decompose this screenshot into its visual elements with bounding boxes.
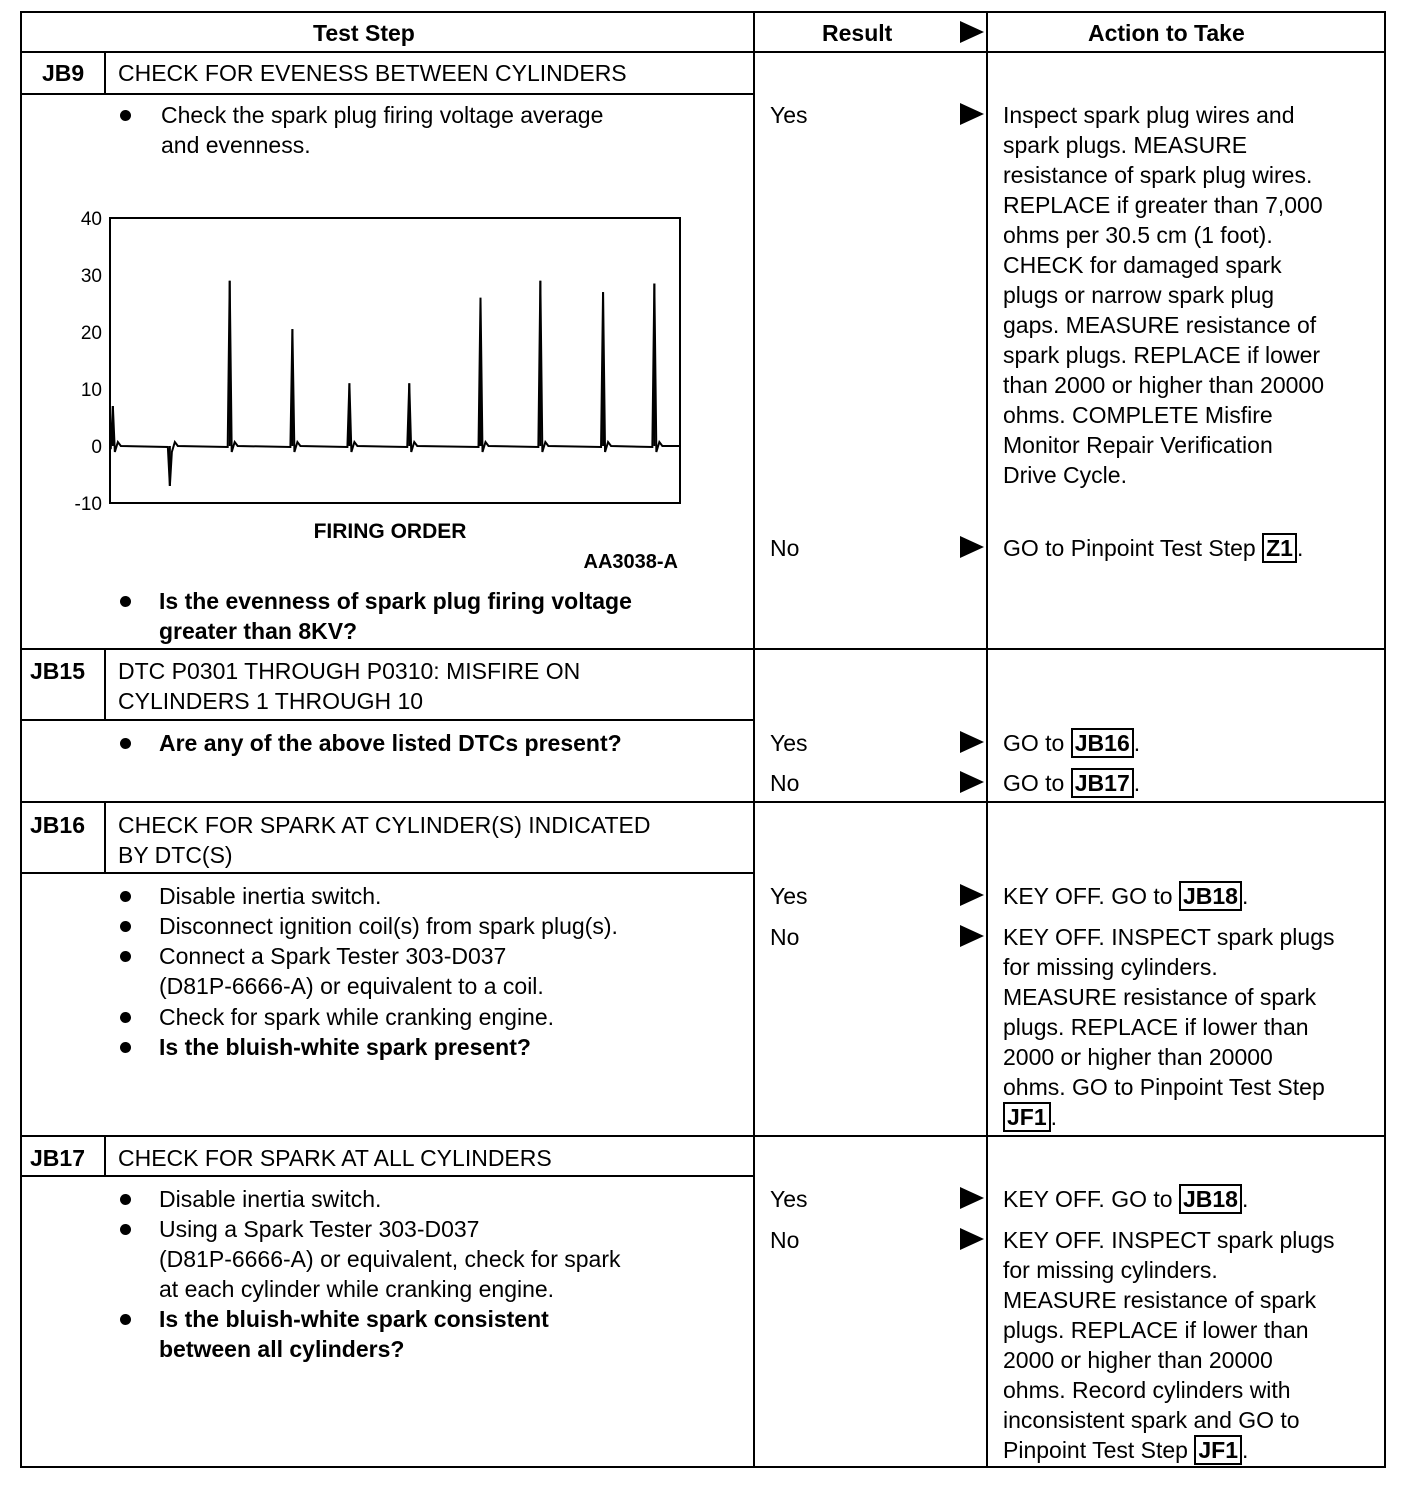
ref-jb16-link[interactable]: JB16 [1071, 728, 1134, 758]
jb17-result-no: No [770, 1227, 800, 1253]
row-divider-jb16 [20, 801, 1386, 803]
column-divider-result [753, 11, 755, 1468]
bullet-icon [120, 1042, 131, 1053]
jb15-title-line1: DTC P0301 THROUGH P0310: MISFIRE ON [118, 658, 581, 684]
jb17-question-line1: Is the bluish-white spark consistent [159, 1306, 549, 1332]
jb16-bullet2: Disconnect ignition coil(s) from spark plug(s). [159, 913, 618, 939]
header-result: Result [822, 20, 893, 46]
bullet-icon [120, 596, 131, 607]
jb16-question: Is the bluish-white spark present? [159, 1034, 531, 1060]
arrow-icon [960, 771, 984, 793]
jb9-question-line2: greater than 8KV? [159, 618, 358, 644]
jb9-no-action-text: GO to Pinpoint Test Step [1003, 535, 1256, 561]
arrow-icon [960, 103, 984, 125]
jb17-bullet2-line2: (D81P-6666-A) or equivalent, check for spark [159, 1246, 621, 1272]
bullet-icon [120, 1224, 131, 1235]
jb16-bullet3-line1: Connect a Spark Tester 303-D037 [159, 943, 507, 969]
jb9-bullet1-line1: Check the spark plug firing voltage average [161, 102, 604, 128]
jb16-bullet3-line2: (D81P-6666-A) or equivalent to a coil. [159, 973, 544, 999]
jb9-yes-action-line: resistance of spark plug wires. [1003, 162, 1313, 188]
ref-jf1-link[interactable]: JF1 [1194, 1435, 1242, 1465]
jb16-yes-text: KEY OFF. GO to [1003, 883, 1173, 909]
jb17-no-action-line: for missing cylinders. [1003, 1257, 1218, 1283]
jb9-yes-action-line: spark plugs. REPLACE if lower [1003, 342, 1321, 368]
firing-voltage-chart [60, 200, 700, 580]
ref-z1-link[interactable]: Z1 [1262, 533, 1297, 563]
jb17-no-action-line: inconsistent spark and GO to [1003, 1407, 1300, 1433]
jb17-no-action-line: ohms. Record cylinders with [1003, 1377, 1291, 1403]
arrow-icon [960, 1228, 984, 1250]
period: . [1241, 1186, 1249, 1212]
jb16-title-line2: BY DTC(S) [118, 842, 233, 868]
jb16-no-action-line: for missing cylinders. [1003, 954, 1218, 980]
row-divider-jb15 [20, 648, 1386, 650]
jb16-bullet1: Disable inertia switch. [159, 883, 382, 909]
period: . [1133, 730, 1141, 756]
jb9-yes-action-line: REPLACE if greater than 7,000 [1003, 192, 1323, 218]
header-arrow-icon [960, 21, 984, 43]
jb16-step-id: JB16 [30, 812, 85, 838]
jb9-yes-action-line: gaps. MEASURE resistance of [1003, 312, 1317, 338]
period: . [1242, 1437, 1249, 1463]
jb9-yes-action-line: Inspect spark plug wires and [1003, 102, 1295, 128]
jb9-step-id: JB9 [42, 60, 85, 86]
jb16-no-action-line: KEY OFF. INSPECT spark plugs [1003, 924, 1335, 950]
jb15-yes-text: GO to [1003, 730, 1065, 756]
jb16-title-line1: CHECK FOR SPARK AT CYLINDER(S) INDICATED [118, 812, 651, 838]
jb16-id-divider [104, 801, 106, 873]
jb9-yes-action-line: spark plugs. MEASURE [1003, 132, 1248, 158]
y-tick-label: 40 [80, 209, 102, 230]
jb17-yes-action [1003, 1184, 1248, 1214]
ref-jf1-link[interactable]: JF1 [1003, 1102, 1051, 1132]
jb9-yes-action-line: CHECK for damaged spark [1003, 252, 1282, 278]
arrow-icon [960, 884, 984, 906]
jb15-title-divider [20, 719, 755, 721]
bullet-icon [120, 951, 131, 962]
jb16-no-action-line: ohms. GO to Pinpoint Test Step [1003, 1074, 1325, 1100]
table-border-top [20, 11, 1386, 13]
header-divider [20, 51, 1386, 53]
jb17-title-divider [20, 1175, 755, 1177]
jb17-question-line2: between all cylinders? [159, 1336, 405, 1362]
jb17-step-id: JB17 [30, 1145, 85, 1171]
jb9-yes-action-line: Drive Cycle. [1003, 462, 1127, 488]
jb17-no-action-last [1003, 1435, 1248, 1465]
y-tick-label: 10 [80, 380, 102, 401]
jb17-no-action-line: MEASURE resistance of spark [1003, 1287, 1317, 1313]
ref-jb18-link[interactable]: JB18 [1179, 881, 1242, 911]
jb17-no-action-line: KEY OFF. INSPECT spark plugs [1003, 1227, 1335, 1253]
bullet-icon [120, 891, 131, 902]
period: . [1050, 1104, 1058, 1130]
arrow-icon [960, 536, 984, 558]
jb16-no-action-line: MEASURE resistance of spark [1003, 984, 1317, 1010]
jb9-yes-action-line: Monitor Repair Verification [1003, 432, 1273, 458]
jb15-result-no: No [770, 770, 800, 796]
arrow-icon [960, 731, 984, 753]
bullet-icon [120, 1012, 131, 1023]
header-test-step: Test Step [313, 20, 415, 46]
row-divider-jb17 [20, 1135, 1386, 1137]
jb15-id-divider [104, 648, 106, 720]
jb9-bullet1-line2: and evenness. [161, 132, 311, 158]
jb17-id-divider [104, 1135, 106, 1176]
firing-voltage-trace [110, 281, 680, 486]
bullet-icon [120, 738, 131, 749]
table-border-left [20, 11, 22, 1468]
jb15-question: Are any of the above listed DTCs present? [159, 730, 622, 756]
jb16-no-action-line: plugs. REPLACE if lower than [1003, 1014, 1309, 1040]
jb17-yes-text: KEY OFF. GO to [1003, 1186, 1173, 1212]
period: . [1133, 770, 1141, 796]
jb15-yes-action [1003, 728, 1140, 758]
jb16-result-no: No [770, 924, 800, 950]
jb16-bullet4: Check for spark while cranking engine. [159, 1004, 555, 1030]
jb9-no-action [1003, 533, 1303, 563]
jb16-yes-action [1003, 881, 1248, 911]
jb9-yes-action-line: plugs or narrow spark plug [1003, 282, 1275, 308]
jb16-no-action-ref [1003, 1102, 1057, 1132]
bullet-icon [120, 1194, 131, 1205]
jb16-result-yes: Yes [770, 883, 808, 909]
bullet-icon [120, 921, 131, 932]
chart-figure-id: AA3038-A [583, 551, 678, 573]
jb17-bullet2-line1: Using a Spark Tester 303-D037 [159, 1216, 480, 1242]
jb17-no-action-line: 2000 or higher than 20000 [1003, 1347, 1273, 1373]
header-action: Action to Take [1088, 20, 1245, 46]
jb15-no-text: GO to [1003, 770, 1065, 796]
jb17-bullet2-line3: at each cylinder while cranking engine. [159, 1276, 555, 1302]
bullet-icon [120, 1314, 131, 1325]
period: . [1241, 883, 1249, 909]
jb17-result-yes: Yes [770, 1186, 808, 1212]
jb15-title-line2: CYLINDERS 1 THROUGH 10 [118, 688, 424, 714]
chart-plot-frame [110, 218, 680, 503]
ref-jb17-link[interactable]: JB17 [1071, 768, 1134, 798]
table-border-right [1384, 11, 1386, 1468]
jb9-id-divider [104, 51, 106, 94]
jb9-question-line1: Is the evenness of spark plug firing voltage [159, 588, 632, 614]
jb17-step-title: CHECK FOR SPARK AT ALL CYLINDERS [118, 1145, 552, 1171]
jb16-title-divider [20, 872, 755, 874]
jb16-no-action-line: 2000 or higher than 20000 [1003, 1044, 1273, 1070]
jb17-no-action-line: plugs. REPLACE if lower than [1003, 1317, 1309, 1343]
jb9-yes-action-line: ohms per 30.5 cm (1 foot). [1003, 222, 1273, 248]
ref-jb18-link[interactable]: JB18 [1179, 1184, 1242, 1214]
y-tick-label: 20 [80, 323, 102, 344]
arrow-icon [960, 1187, 984, 1209]
y-tick-label: -10 [74, 494, 102, 515]
jb17-bullet1: Disable inertia switch. [159, 1186, 382, 1212]
column-divider-action [986, 11, 988, 1468]
jb15-no-action [1003, 768, 1140, 798]
period: . [1296, 535, 1304, 561]
bullet-icon [120, 110, 131, 121]
y-tick-label: 0 [91, 437, 102, 458]
jb15-step-id: JB15 [30, 658, 85, 684]
jb9-yes-action-line: than 2000 or higher than 20000 [1003, 372, 1324, 398]
jb9-result-yes: Yes [770, 102, 808, 128]
arrow-icon [960, 925, 984, 947]
y-tick-label: 30 [80, 266, 102, 287]
jb15-result-yes: Yes [770, 730, 808, 756]
chart-xlabel: FIRING ORDER [313, 520, 467, 543]
jb9-title-divider [20, 93, 755, 95]
jb17-no-last-text: Pinpoint Test Step [1003, 1437, 1188, 1463]
table-border-bottom [20, 1466, 1386, 1468]
jb9-result-no: No [770, 535, 800, 561]
jb9-step-title: CHECK FOR EVENESS BETWEEN CYLINDERS [118, 60, 627, 86]
jb9-yes-action-line: ohms. COMPLETE Misfire [1003, 402, 1273, 428]
